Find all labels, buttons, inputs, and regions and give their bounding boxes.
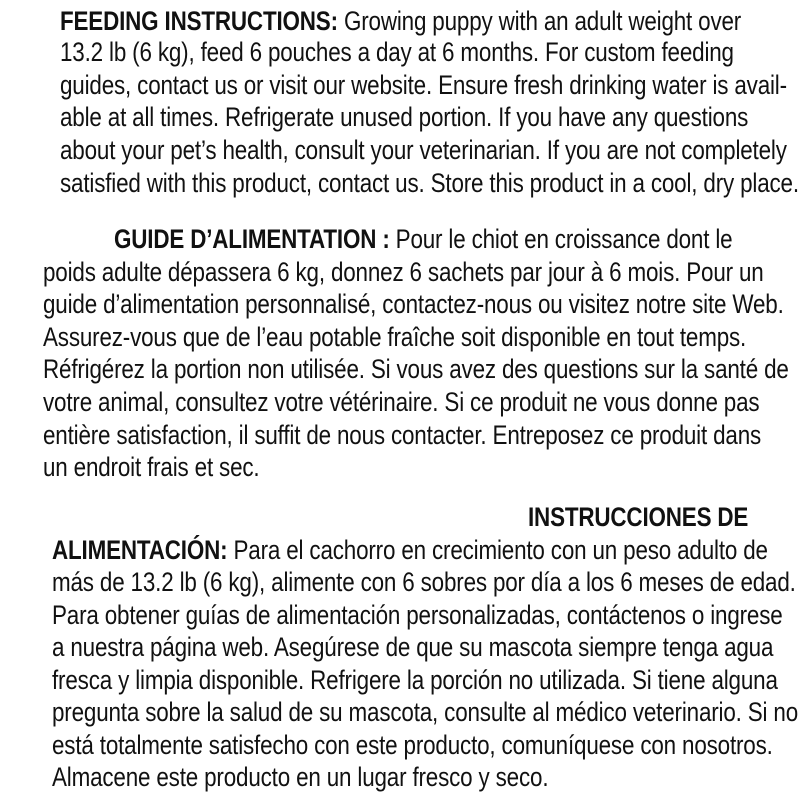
french-line-1 [114, 224, 732, 254]
english-line-5: about your pet’s health, consult your veterinarian. If you are not completely [60, 135, 787, 165]
english-text: Growing puppy with an adult weight over [337, 6, 742, 36]
spanish-line-6: pregunta sobre la salud de su mascota, consulte al médico veterinario. Si no [52, 697, 799, 727]
spanish-line-8: Almacene este producto en un lugar fresco y seco. [52, 762, 549, 792]
english-line-3: guides, contact us or visit our website. Ensure fresh drinking water is avail- [60, 70, 787, 100]
spanish-heading-line-1: INSTRUCCIONES DE [528, 502, 749, 532]
spanish-line-3: Para obtener guías de alimentación personalizadas, contáctenos o ingrese [52, 600, 783, 630]
french-text: Pour le chiot en croissance dont le [389, 224, 733, 254]
french-line-6: votre animal, consultez votre vétérinaire. Si ce produit ne vous donne pas [43, 387, 760, 417]
french-line-4: Assurez-vous que de l’eau potable fraîche soit disponible en tout temps. [43, 322, 747, 352]
french-line-3: guide d’alimentation personnalisé, contactez-nous ou visitez notre site Web. [43, 289, 784, 319]
spanish-line-4: a nuestra página web. Asegúrese de que su mascota siempre tenga agua [52, 632, 774, 662]
french-line-7: entière satisfaction, il suffit de nous contacter. Entreposez ce produit dans [43, 420, 762, 450]
english-heading: FEEDING INSTRUCTIONS: [60, 6, 338, 36]
spanish-heading-line-2: ALIMENTACIÓN: [52, 535, 228, 565]
english-line-1 [60, 6, 741, 36]
spanish-line-1 [52, 535, 768, 565]
english-line-2: 13.2 lb (6 kg), feed 6 pouches a day at 6 months. For custom feeding [60, 37, 734, 67]
spanish-line-7: está totalmente satisfecho con este producto, comuníquese con nosotros. [52, 730, 773, 760]
spanish-line-5: fresca y limpia disponible. Refrigere la porción no utilizada. Si tiene alguna [52, 665, 778, 695]
english-line-6: satisfied with this product, contact us. Store this product in a cool, dry place. [60, 168, 799, 198]
french-line-8: un endroit frais et sec. [43, 452, 260, 482]
spanish-line-2: más de 13.2 lb (6 kg), alimente con 6 sobres por día a los 6 meses de edad. [52, 567, 796, 597]
english-line-4: able at all times. Refrigerate unused portion. If you have any questions [60, 102, 749, 132]
french-heading: GUIDE D’ALIMENTATION : [114, 224, 390, 254]
spanish-text: Para el cachorro en crecimiento con un peso adulto de [227, 535, 768, 565]
french-line-2: poids adulte dépassera 6 kg, donnez 6 sachets par jour à 6 mois. Pour un [43, 257, 764, 287]
french-line-5: Réfrigérez la portion non utilisée. Si vous avez des questions sur la santé de [43, 354, 789, 384]
